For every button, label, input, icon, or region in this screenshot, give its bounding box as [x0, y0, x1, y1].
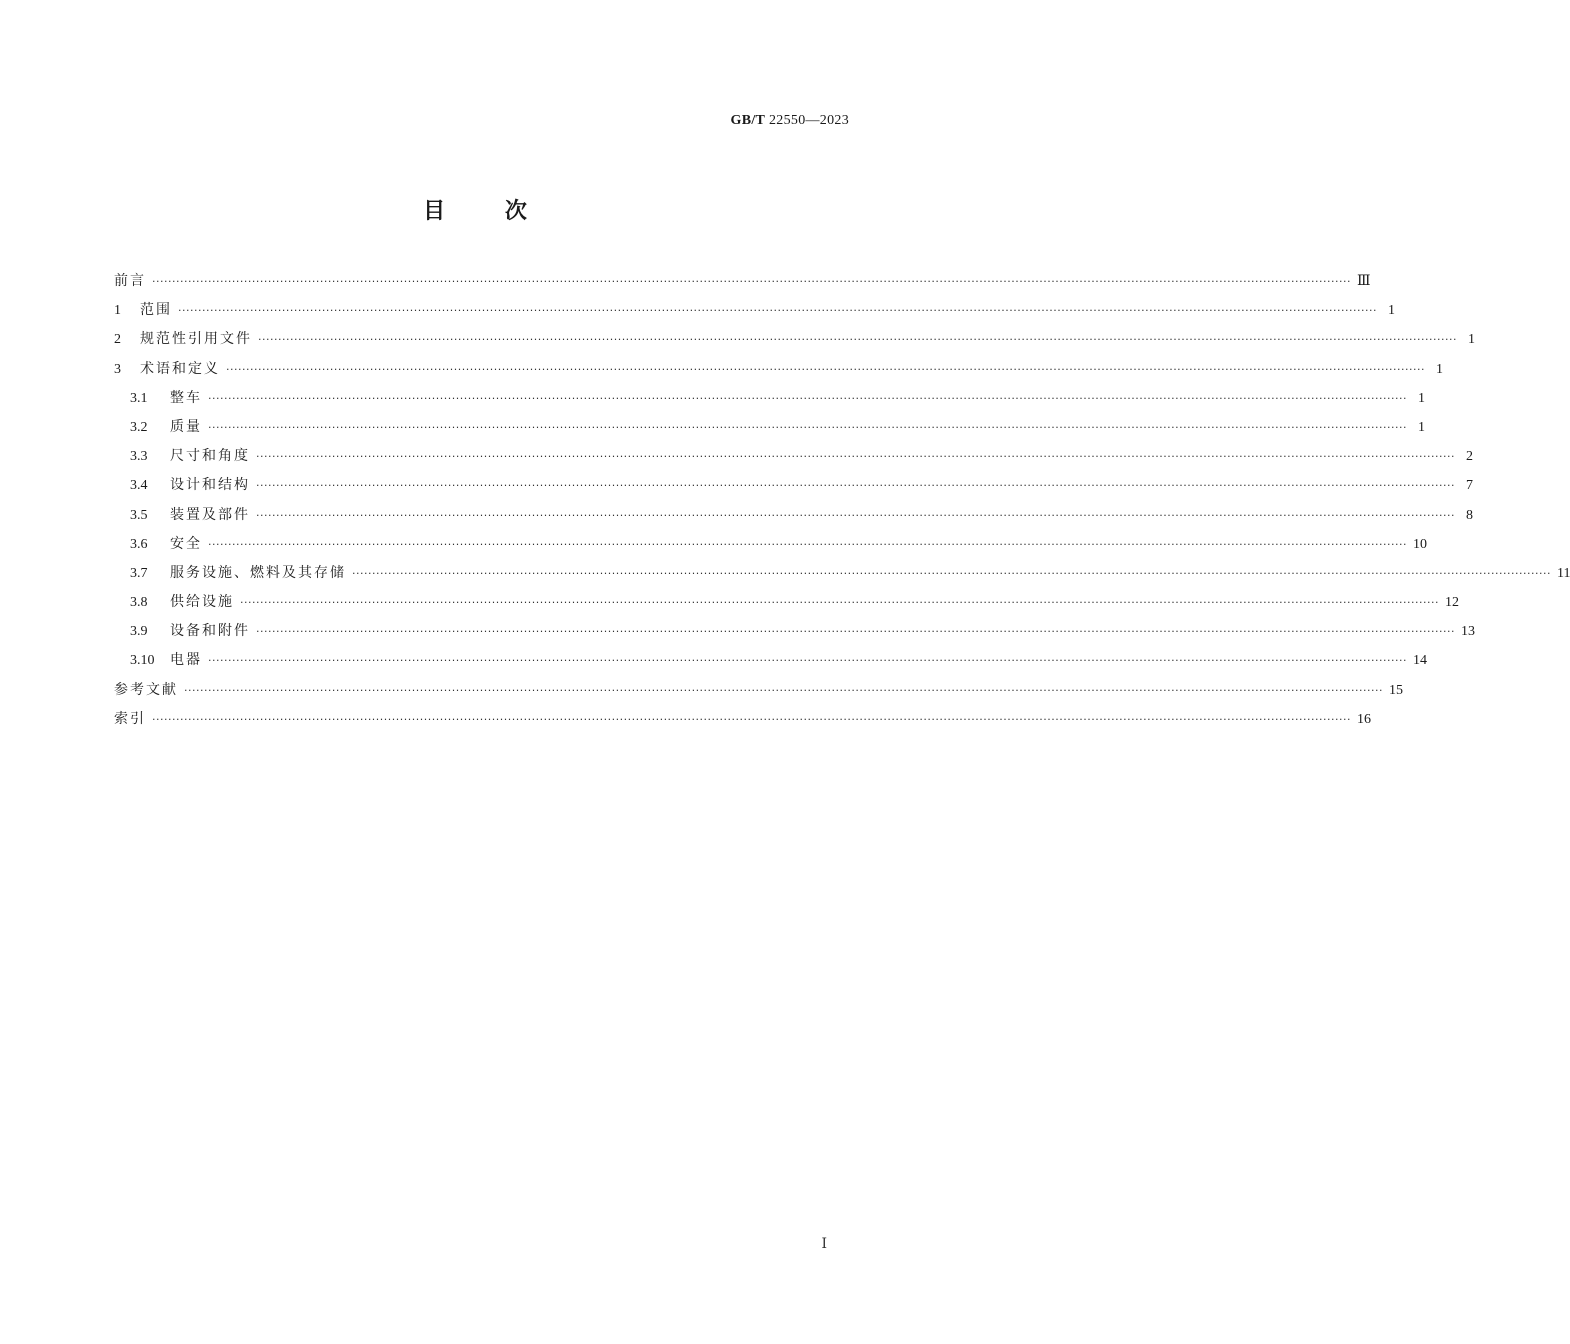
toc-entry-number: 3.1 — [130, 390, 148, 406]
toc-entry-page: 8 — [1465, 507, 1473, 523]
toc-dot-leader: ············································································································································································································································································································ — [240, 596, 1439, 610]
toc-entry-label: 范围 — [140, 302, 172, 319]
toc-title-char-2: 次 — [504, 199, 527, 224]
page-number: Ⅰ — [821, 1237, 827, 1252]
toc-entry-number: 3.7 — [130, 565, 148, 581]
toc-entry-number: 3.5 — [130, 507, 148, 523]
toc-dot-leader: ············································································································································································································································································································ — [184, 683, 1383, 697]
standard-code — [731, 113, 849, 129]
toc-dot-leader: ············································································································································································································································································································ — [208, 654, 1407, 668]
toc-entry-number: 3 — [114, 361, 121, 377]
toc-entry[interactable] — [114, 708, 1371, 737]
toc-entry-page: 10 — [1412, 536, 1427, 552]
toc-dot-leader: ············································································································································································································································································································ — [208, 420, 1407, 434]
toc-entry-number: 1 — [114, 303, 121, 319]
toc-dot-leader: ············································································································································································································································································································ — [256, 625, 1455, 639]
toc-dot-leader: ············································································································································································································································································································ — [256, 479, 1455, 493]
toc-entry-label: 设备和附件 — [170, 623, 250, 640]
toc-entry-page: 1 — [1417, 390, 1425, 406]
toc-entry-label: 参考文献 — [114, 681, 178, 698]
standard-number: 22550—2023 — [769, 113, 849, 128]
toc-entry-label: 供给设施 — [170, 594, 234, 611]
toc-entry[interactable] — [114, 591, 1459, 620]
toc-entry-number: 2 — [114, 332, 121, 348]
toc-dot-leader: ············································································································································································································································································································ — [178, 304, 1377, 318]
toc-entry[interactable] — [114, 474, 1473, 503]
toc-entry[interactable] — [114, 649, 1427, 678]
standard-prefix: GB/T — [730, 113, 766, 128]
toc-entry-label: 索引 — [114, 710, 146, 727]
toc-entry[interactable] — [114, 620, 1475, 649]
toc-entry[interactable] — [114, 270, 1371, 299]
toc-entry-label: 尺寸和角度 — [170, 448, 250, 465]
toc-entry-page: 7 — [1465, 478, 1473, 494]
toc-entry-page: 16 — [1356, 711, 1371, 727]
toc-entry[interactable] — [114, 679, 1403, 708]
toc-entry-label: 装置及部件 — [170, 506, 250, 523]
toc-entry-label: 质量 — [170, 418, 202, 435]
toc-entry-page: 1 — [1417, 419, 1425, 435]
toc-entry[interactable] — [114, 358, 1443, 387]
toc-entry-page: 2 — [1465, 449, 1473, 465]
toc-dot-leader: ············································································································································································································································································································ — [256, 508, 1455, 522]
toc-entry-page: 1 — [1467, 332, 1475, 348]
toc-dot-leader: ············································································································································································································································································································ — [208, 391, 1407, 405]
toc-entry-number: 3.8 — [130, 595, 148, 611]
toc-entry-page: 1 — [1435, 361, 1443, 377]
toc-dot-leader: ············································································································································································································································································································ — [152, 712, 1351, 726]
toc-entry-number: 3.4 — [130, 478, 148, 494]
toc-entry-label: 前言 — [114, 273, 146, 289]
toc-entry-label: 规范性引用文件 — [140, 331, 252, 348]
toc-entry[interactable] — [114, 562, 1570, 591]
toc-entry-label: 设计和结构 — [170, 477, 250, 494]
toc-entry-label: 安全 — [170, 535, 202, 552]
toc-dot-leader: ············································································································································································································································································································ — [208, 537, 1407, 551]
toc-dot-leader: ············································································································································································································································································································ — [226, 362, 1425, 376]
toc-dot-leader: ············································································································································································································································································································ — [258, 333, 1457, 347]
toc-dot-leader: ············································································································································································································································································································ — [256, 450, 1455, 464]
toc-entry-number: 3.10 — [130, 653, 155, 669]
toc-entry-page: Ⅲ — [1356, 274, 1371, 289]
toc-entry-number: 3.9 — [130, 624, 148, 640]
toc-title — [0, 194, 950, 225]
toc-entry[interactable] — [114, 445, 1473, 474]
toc-entry-label: 服务设施、燃料及其存储 — [170, 564, 346, 581]
toc-entry[interactable] — [114, 299, 1395, 328]
toc-entry[interactable] — [114, 416, 1425, 445]
toc-entry-page: 11 — [1556, 565, 1570, 581]
toc-entry-label: 整车 — [170, 389, 202, 406]
toc-entry-page: 1 — [1387, 303, 1395, 319]
toc-entry[interactable] — [114, 504, 1473, 533]
toc-dot-leader: ············································································································································································································································································································ — [152, 275, 1351, 288]
toc-entry-page: 14 — [1412, 653, 1427, 669]
toc-entry-label: 术语和定义 — [140, 360, 220, 377]
toc-entry-label: 电器 — [170, 652, 202, 669]
toc-entry[interactable] — [114, 387, 1425, 416]
toc-entry[interactable] — [114, 533, 1427, 562]
toc-title-char-1: 目 — [423, 199, 446, 224]
toc-entry-number: 3.2 — [130, 419, 148, 435]
toc-dot-leader: ············································································································································································································································································································ — [352, 566, 1551, 580]
toc-entry-number: 3.6 — [130, 536, 148, 552]
toc-entry-page: 13 — [1460, 624, 1475, 640]
table-of-contents — [114, 270, 1570, 737]
toc-entry-page: 15 — [1388, 682, 1403, 698]
toc-entry[interactable] — [114, 328, 1475, 357]
toc-entry-number: 3.3 — [130, 449, 148, 465]
toc-entry-page: 12 — [1444, 595, 1459, 611]
